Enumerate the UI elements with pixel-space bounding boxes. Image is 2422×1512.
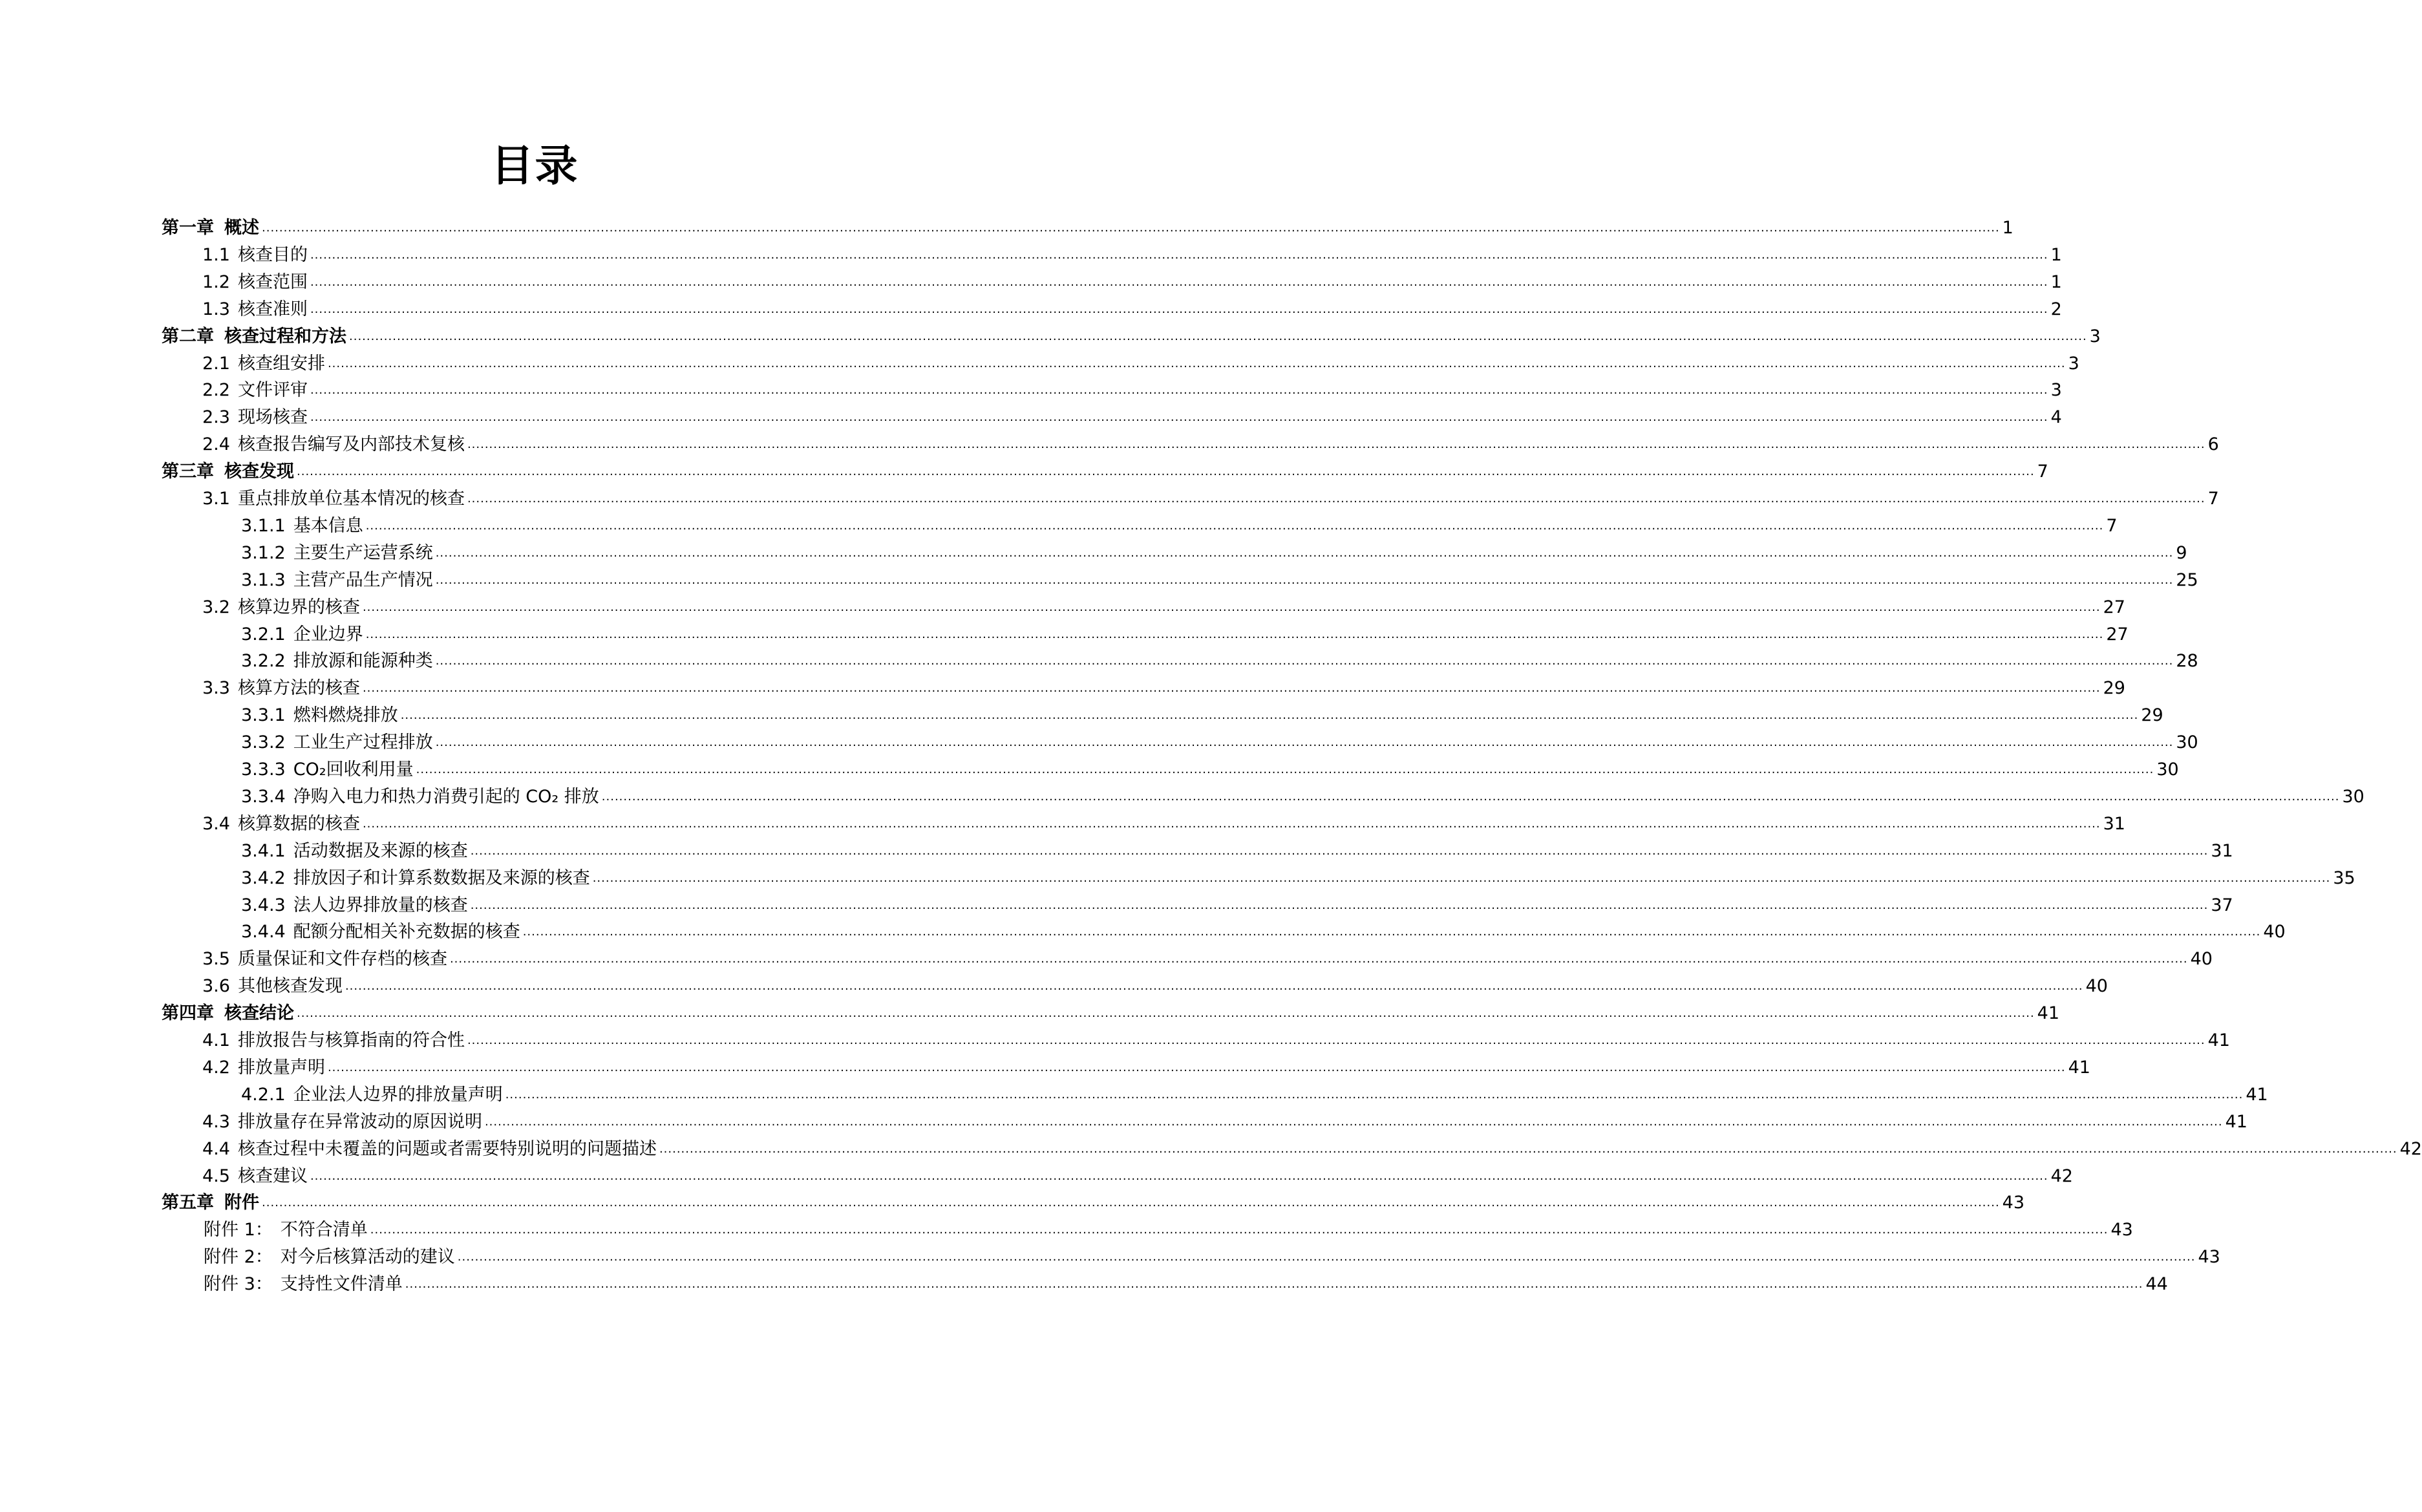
dot-leader: ................................................................................................................................................................................................................................................................................................................................................................................................................ <box>362 681 2101 696</box>
toc-entry-label: 核算数据的核查 <box>237 813 360 834</box>
toc-entry-number: 3.4.4 <box>241 922 286 942</box>
toc-entry-page: 30 <box>2342 786 2364 807</box>
dot-leader: ................................................................................................................................................................................................................................................................................................................................................................................................................ <box>435 736 2174 750</box>
toc-entry-number: 4.5 <box>202 1166 230 1186</box>
toc-entry-page: 30 <box>2176 732 2198 753</box>
toc-entry[interactable] <box>241 780 2364 807</box>
toc-entry-number: 第五章 <box>162 1193 214 1213</box>
toc-entry[interactable] <box>202 942 2213 970</box>
toc-entry-label: 基本信息 <box>293 515 363 536</box>
toc-entry-page: 1 <box>2050 272 2062 292</box>
toc-entry-number: 3.2 <box>202 597 230 617</box>
toc-entry-number: 3.3.1 <box>241 705 286 726</box>
toc-entry-number: 第四章 <box>162 1003 214 1024</box>
toc-entry-label: 其他核查发现 <box>237 976 343 997</box>
toc-entry[interactable] <box>241 537 2187 564</box>
toc-entry-page: 31 <box>2103 813 2125 834</box>
dot-leader: ................................................................................................................................................................................................................................................................................................................................................................................................................ <box>470 844 2209 858</box>
toc-entry-page: 25 <box>2176 570 2198 590</box>
toc-entry-number: 3.6 <box>202 976 230 997</box>
dot-leader: ................................................................................................................................................................................................................................................................................................................................................................................................................ <box>310 410 2048 425</box>
toc-entry-label: 排放量存在异常波动的原因说明 <box>237 1111 482 1132</box>
toc-entry[interactable] <box>204 1213 2133 1240</box>
toc-entry-number: 3.2.2 <box>241 651 286 672</box>
toc-entry-number: 2.4 <box>202 434 230 455</box>
toc-entry-number: 4.2.1 <box>241 1084 286 1105</box>
toc-entry-page: 7 <box>2106 515 2118 536</box>
toc-chapter-entry[interactable] <box>162 455 2048 482</box>
toc-entry-label: 现场核查 <box>237 407 308 428</box>
toc-entry-label: 重点排放单位基本情况的核查 <box>237 489 465 509</box>
toc-entry[interactable] <box>202 293 2062 320</box>
toc-entry-label: 核查报告编写及内部技术复核 <box>237 434 465 455</box>
dot-leader: ................................................................................................................................................................................................................................................................................................................................................................................................................ <box>262 1196 2000 1210</box>
toc-entry-number: 附件 3： <box>204 1274 273 1295</box>
dot-leader: ................................................................................................................................................................................................................................................................................................................................................................................................................ <box>601 789 2340 804</box>
dot-leader: ................................................................................................................................................................................................................................................................................................................................................................................................................ <box>435 546 2174 560</box>
dot-leader: ................................................................................................................................................................................................................................................................................................................................................................................................................ <box>467 492 2205 506</box>
toc-entry[interactable] <box>202 1105 2247 1133</box>
dot-leader: ................................................................................................................................................................................................................................................................................................................................................................................................................ <box>349 329 2087 343</box>
toc-entry-label: 核查准则 <box>237 299 308 319</box>
toc-entry[interactable] <box>241 644 2198 672</box>
toc-entry[interactable] <box>202 239 2062 266</box>
toc-entry-number: 4.4 <box>202 1138 230 1159</box>
toc-entry-label: 企业法人边界的排放量声明 <box>293 1084 503 1105</box>
toc-entry-number: 4.1 <box>202 1030 230 1050</box>
toc-entry-page: 9 <box>2176 542 2187 563</box>
toc-entry[interactable] <box>202 672 2125 699</box>
dot-leader: ................................................................................................................................................................................................................................................................................................................................................................................................................ <box>310 383 2048 398</box>
toc-entry-number: 第一章 <box>162 218 214 238</box>
toc-entry-page: 27 <box>2103 597 2125 617</box>
toc-entry-number: 第二章 <box>162 326 214 346</box>
toc-entry-label: 工业生产过程排放 <box>293 732 433 753</box>
toc-entry-page: 40 <box>2190 949 2213 970</box>
toc-entry-label: 活动数据及来源的核查 <box>293 840 468 861</box>
dot-leader: ................................................................................................................................................................................................................................................................................................................................................................................................................ <box>362 600 2101 614</box>
toc-entry[interactable] <box>241 753 2179 780</box>
toc-entry-number: 1.3 <box>202 299 230 319</box>
toc-chapter-entry[interactable] <box>162 320 2101 347</box>
toc-entry-label: 燃料燃烧排放 <box>293 705 398 726</box>
toc-entry-label: 核查建议 <box>237 1166 308 1186</box>
toc-entry-page: 2 <box>2050 299 2062 319</box>
toc-entry-number: 3.3.3 <box>241 760 286 780</box>
toc-chapter-entry[interactable] <box>162 997 2060 1024</box>
toc-entry-label: 法人边界排放量的核查 <box>293 895 468 915</box>
dot-leader: ................................................................................................................................................................................................................................................................................................................................................................................................................ <box>370 1223 2109 1237</box>
toc-entry[interactable] <box>202 1133 2422 1160</box>
toc-entry-page: 29 <box>2103 678 2125 699</box>
toc-entry-page: 43 <box>2198 1247 2220 1268</box>
toc-entry[interactable] <box>202 347 2079 374</box>
toc-entry-label: 不符合清单 <box>280 1220 368 1240</box>
toc-entry-label: 核查过程中未覆盖的问题或者需要特别说明的问题描述 <box>237 1138 657 1159</box>
toc-entry-label: 对今后核算活动的建议 <box>280 1247 455 1268</box>
dot-leader: ................................................................................................................................................................................................................................................................................................................................................................................................................ <box>262 221 2000 235</box>
dot-leader: ................................................................................................................................................................................................................................................................................................................................................................................................................ <box>310 275 2048 289</box>
toc-entry-page: 41 <box>2225 1111 2247 1132</box>
toc-entry-number: 3.3.4 <box>241 786 286 807</box>
toc-entry[interactable] <box>202 401 2062 428</box>
toc-entry-page: 43 <box>2110 1220 2133 1240</box>
toc-entry-number: 4.3 <box>202 1111 230 1132</box>
toc-entry-label: 核查发现 <box>224 462 294 482</box>
dot-leader: ................................................................................................................................................................................................................................................................................................................................................................................................................ <box>405 1277 2143 1292</box>
toc-entry-page: 1 <box>2050 244 2062 265</box>
toc-entry-page: 30 <box>2156 760 2179 780</box>
toc-entry-label: 核查结论 <box>224 1003 294 1024</box>
toc-entry-page: 40 <box>2085 976 2108 997</box>
toc-entry[interactable] <box>241 618 2129 645</box>
toc-entry-number: 3.4.2 <box>241 868 286 888</box>
dot-leader: ................................................................................................................................................................................................................................................................................................................................................................................................................ <box>310 302 2048 316</box>
toc-entry-number: 附件 2： <box>204 1247 273 1268</box>
toc-entry-number: 3.3 <box>202 678 230 699</box>
toc-entry-label: 核算方法的核查 <box>237 678 360 699</box>
toc-entry-number: 1.1 <box>202 244 230 265</box>
dot-leader: ................................................................................................................................................................................................................................................................................................................................................................................................................ <box>467 438 2205 452</box>
toc-entry[interactable] <box>241 509 2118 537</box>
toc-entry-label: 支持性文件清单 <box>280 1274 403 1295</box>
toc-entry[interactable] <box>241 915 2286 942</box>
toc-entry-number: 3.4.3 <box>241 895 286 915</box>
toc-entry-label: 质量保证和文件存档的核查 <box>237 949 447 970</box>
toc-entry-page: 27 <box>2106 624 2129 644</box>
dot-leader: ................................................................................................................................................................................................................................................................................................................................................................................................................ <box>365 627 2104 641</box>
toc-entry-label: 配额分配相关补充数据的核查 <box>293 922 520 942</box>
toc-entry[interactable] <box>204 1268 2168 1295</box>
dot-leader: ................................................................................................................................................................................................................................................................................................................................................................................................................ <box>345 979 2083 994</box>
dot-leader: ................................................................................................................................................................................................................................................................................................................................................................................................................ <box>505 1087 2244 1102</box>
dot-leader: ................................................................................................................................................................................................................................................................................................................................................................................................................ <box>327 356 2066 370</box>
toc-entry-label: 企业边界 <box>293 624 363 644</box>
dot-leader: ................................................................................................................................................................................................................................................................................................................................................................................................................ <box>435 573 2174 587</box>
dot-leader: ................................................................................................................................................................................................................................................................................................................................................................................................................ <box>400 708 2139 723</box>
toc-entry-number: 3.3.2 <box>241 732 286 753</box>
dot-leader: ................................................................................................................................................................................................................................................................................................................................................................................................................ <box>470 898 2209 912</box>
toc-entry-page: 43 <box>2002 1193 2025 1213</box>
toc-entry-number: 3.1.3 <box>241 570 286 590</box>
toc-entry-label: 排放量声明 <box>237 1057 325 1078</box>
toc-entry-label: 核查目的 <box>237 244 308 265</box>
toc-entry[interactable] <box>204 1240 2220 1268</box>
toc-entry-page: 35 <box>2333 868 2355 888</box>
dot-leader: ................................................................................................................................................................................................................................................................................................................................................................................................................ <box>365 518 2104 533</box>
toc-entry-page: 3 <box>2050 380 2062 401</box>
toc-entry-page: 37 <box>2211 895 2233 915</box>
dot-leader: ................................................................................................................................................................................................................................................................................................................................................................................................................ <box>327 1060 2066 1074</box>
toc-chapter-entry[interactable] <box>162 1186 2025 1213</box>
toc-entry-page: 41 <box>2246 1084 2268 1105</box>
toc-entry-page: 41 <box>2037 1003 2060 1024</box>
toc-entry[interactable] <box>202 428 2219 455</box>
toc-entry-label: 核查范围 <box>237 272 308 292</box>
dot-leader: ................................................................................................................................................................................................................................................................................................................................................................................................................ <box>435 654 2174 668</box>
toc-entry[interactable] <box>241 862 2355 889</box>
toc-entry-label: 净购入电力和热力消费引起的 CO₂ 排放 <box>293 786 599 807</box>
toc-entry-page: 44 <box>2145 1274 2168 1295</box>
toc-entry-page: 29 <box>2141 705 2163 726</box>
toc-entry-page: 41 <box>2068 1057 2090 1078</box>
toc-entry-number: 3.1.2 <box>241 542 286 563</box>
toc-entry-page: 6 <box>2207 434 2219 455</box>
toc-entry-number: 2.1 <box>202 353 230 374</box>
toc-entry[interactable] <box>241 699 2163 726</box>
toc-entry-number: 4.2 <box>202 1057 230 1078</box>
dot-leader: ................................................................................................................................................................................................................................................................................................................................................................................................................ <box>449 952 2188 966</box>
dot-leader: ................................................................................................................................................................................................................................................................................................................................................................................................................ <box>457 1250 2196 1264</box>
toc-entry-page: 40 <box>2263 922 2286 942</box>
dot-leader: ................................................................................................................................................................................................................................................................................................................................................................................................................ <box>659 1142 2397 1156</box>
toc-entry-label: 排放报告与核算指南的符合性 <box>237 1030 465 1050</box>
toc-entry-number: 3.1 <box>202 489 230 509</box>
toc-entry-label: 主营产品生产情况 <box>293 570 433 590</box>
toc-entry[interactable] <box>202 1160 2073 1187</box>
toc-entry-label: 概述 <box>224 218 259 238</box>
toc-entry[interactable] <box>202 591 2125 618</box>
toc-entry-label: 文件评审 <box>237 380 308 401</box>
toc-entry-number: 3.2.1 <box>241 624 286 644</box>
toc-entry-page: 1 <box>2002 218 2013 238</box>
toc-entry-label: 主要生产运营系统 <box>293 542 433 563</box>
dot-leader: ................................................................................................................................................................................................................................................................................................................................................................................................................ <box>467 1034 2205 1047</box>
toc-entry-label: CO₂回收利用量 <box>293 760 414 780</box>
toc-entry-label: 核查过程和方法 <box>224 326 346 346</box>
toc-entry-number: 1.2 <box>202 272 230 292</box>
toc-entry-number: 3.4.1 <box>241 840 286 861</box>
dot-leader: ................................................................................................................................................................................................................................................................................................................................................................................................................ <box>310 248 2048 262</box>
toc-entry-label: 排放因子和计算系数数据及来源的核查 <box>293 868 590 888</box>
toc-entry-page: 42 <box>2399 1138 2422 1159</box>
toc-entry-number: 3.1.1 <box>241 515 286 536</box>
toc-entry[interactable] <box>241 889 2233 916</box>
dot-leader: ................................................................................................................................................................................................................................................................................................................................................................................................................ <box>297 1006 2035 1021</box>
dot-leader: ................................................................................................................................................................................................................................................................................................................................................................................................................ <box>484 1114 2223 1129</box>
toc-entry[interactable] <box>202 374 2062 401</box>
toc-entry-page: 3 <box>2068 353 2079 374</box>
toc-entry[interactable] <box>241 726 2198 753</box>
page-title: 目录 <box>491 141 579 191</box>
toc-entry-page: 42 <box>2050 1166 2073 1186</box>
toc-entry-page: 7 <box>2207 489 2219 509</box>
toc-entry[interactable] <box>202 1051 2090 1078</box>
toc-entry-number: 3.4 <box>202 813 230 834</box>
toc-entry-label: 排放源和能源种类 <box>293 651 433 672</box>
toc-entry[interactable] <box>202 807 2125 835</box>
toc-entry-page: 41 <box>2207 1030 2230 1050</box>
toc-entry[interactable] <box>202 266 2062 293</box>
toc-chapter-entry[interactable] <box>162 211 2013 239</box>
toc-entry-page: 7 <box>2037 462 2048 482</box>
dot-leader: ................................................................................................................................................................................................................................................................................................................................................................................................................ <box>362 816 2101 831</box>
toc-entry-page: 4 <box>2050 407 2062 428</box>
dot-leader: ................................................................................................................................................................................................................................................................................................................................................................................................................ <box>310 1169 2048 1183</box>
dot-leader: ................................................................................................................................................................................................................................................................................................................................................................................................................ <box>416 763 2154 776</box>
toc-entry-page: 3 <box>2089 326 2101 346</box>
toc-entry-label: 附件 <box>224 1193 259 1213</box>
toc-entry[interactable] <box>202 482 2219 509</box>
toc-entry-number: 3.5 <box>202 949 230 970</box>
toc-entry-label: 核查组安排 <box>237 353 325 374</box>
toc-entry-number: 2.3 <box>202 407 230 428</box>
toc-entry-label: 核算边界的核查 <box>237 597 360 617</box>
toc-entry[interactable] <box>202 970 2108 997</box>
toc-entry-number: 2.2 <box>202 380 230 401</box>
dot-leader: ................................................................................................................................................................................................................................................................................................................................................................................................................ <box>592 871 2331 885</box>
toc-entry-page: 31 <box>2211 840 2233 861</box>
toc-entry-number: 第三章 <box>162 462 214 482</box>
toc-entry-number: 附件 1： <box>204 1220 273 1240</box>
dot-leader: ................................................................................................................................................................................................................................................................................................................................................................................................................ <box>297 465 2035 479</box>
toc-entry-page: 28 <box>2176 651 2198 672</box>
toc-entry[interactable] <box>241 564 2198 591</box>
dot-leader: ................................................................................................................................................................................................................................................................................................................................................................................................................ <box>522 925 2261 939</box>
toc-entry[interactable] <box>241 835 2233 862</box>
toc-entry[interactable] <box>241 1078 2268 1105</box>
toc-entry[interactable] <box>202 1024 2230 1051</box>
